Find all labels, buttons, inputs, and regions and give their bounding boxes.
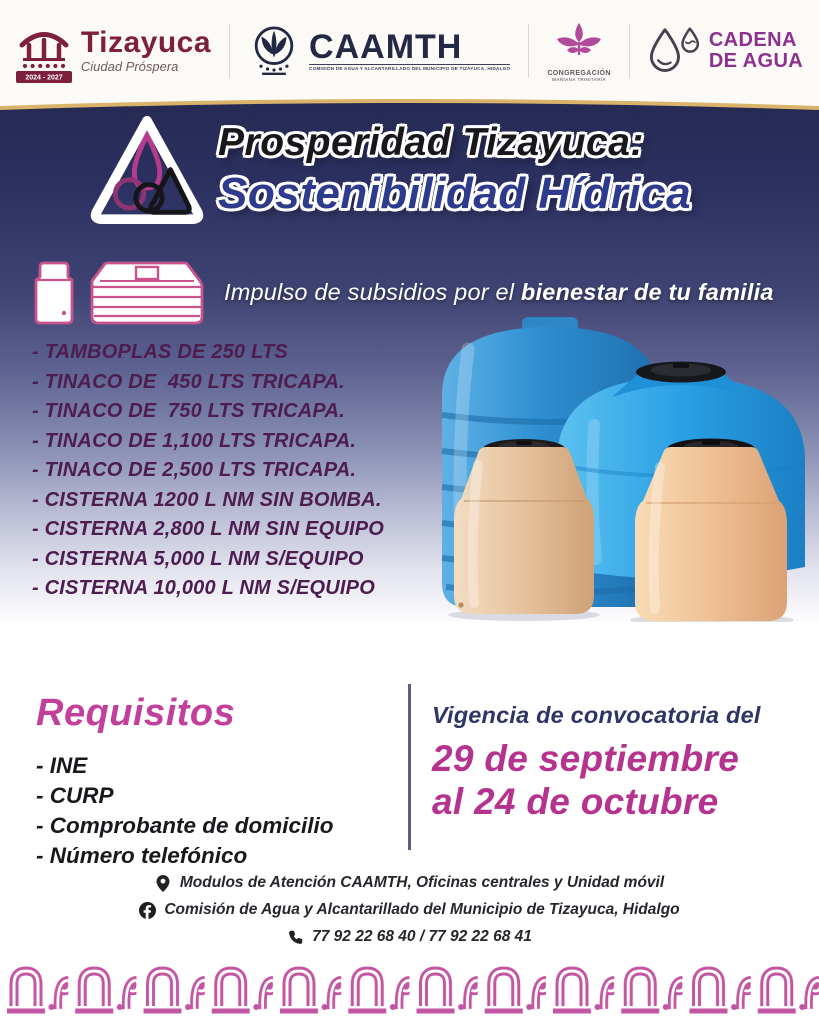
subtitle-text: [224, 279, 774, 306]
validity-intro: Vigencia de convocatoria del: [432, 702, 761, 728]
requirement-item: - CURP: [36, 783, 114, 808]
product-item: - TINACO DE 750 LTS TRICAPA.: [32, 400, 345, 422]
caamth-logo: [248, 22, 510, 81]
cadena-name-line2: DE AGUA: [708, 50, 804, 72]
flyer-title-line2: Sostenibilidad Hídrica: [218, 169, 692, 218]
gold-curve-divider: [0, 92, 819, 116]
cadena-de-agua-logo: [648, 26, 803, 77]
tizayuca-name: Tizayuca: [80, 26, 212, 59]
cmt-flower-icon: [553, 21, 605, 68]
caamth-name: CAAMTH: [309, 27, 463, 66]
title-block: [88, 114, 691, 226]
contact-footer: [0, 874, 819, 946]
header-logos: [0, 0, 819, 96]
vertical-divider: [408, 684, 411, 850]
phone-icon: [287, 929, 304, 946]
contact-facebook-text: Comisión de Agua y Alcantarillado del Municipio de Tizayuca, Hidalgo: [164, 901, 680, 918]
product-item: - CISTERNA 10,000 L NM S/EQUIPO: [32, 577, 375, 599]
water-drops-icon: [648, 26, 700, 77]
product-item: - CISTERNA 5,000 L NM S/EQUIPO: [32, 547, 364, 570]
requirements-list: [36, 751, 396, 871]
caamth-tagline: COMISIÓN DE AGUA Y ALCANTARILLADO DEL MUNICIPIO DE TIZAYUCA, HIDALGO: [309, 64, 510, 72]
contact-phones-text: 77 92 22 68 40 / 77 92 22 68 41: [312, 928, 532, 945]
product-item: - CISTERNA 1200 L NM SIN BOMBA.: [32, 488, 382, 511]
contact-facebook-row: [139, 901, 679, 919]
location-pin-icon: [155, 875, 172, 892]
cmt-name-line1: CONGREGACIÓN: [547, 69, 611, 77]
contact-location-row: [155, 874, 664, 892]
requirement-item: - Número telefónico: [36, 843, 248, 868]
validity-date-line2: al 24 de octubre: [432, 781, 719, 822]
tizayuca-tagline: Ciudad Próspera: [80, 59, 179, 74]
flyer-title-line1: Prosperidad Tizayuca:: [218, 121, 644, 164]
product-list: [32, 338, 384, 604]
header-divider: [229, 24, 230, 78]
product-item: - CISTERNA 2,800 L NM SIN EQUIPO: [32, 518, 385, 540]
validity-date-line1: 29 de septiembre: [432, 738, 740, 779]
facebook-icon: [139, 902, 156, 919]
cmt-name-line2: MARIANA TRINITARIA: [552, 76, 607, 82]
water-tanks-image: [394, 315, 819, 622]
contact-location-text: Modulos de Atención CAAMTH, Oficinas centrales y Unidad móvil: [179, 874, 665, 891]
validity-section: [432, 702, 797, 823]
cadena-name-line1: CADENA: [708, 29, 797, 51]
cisterna-outline-icon: [92, 263, 202, 323]
header-divider: [528, 24, 529, 78]
product-item: - TINACO DE 450 LTS TRICAPA.: [32, 370, 345, 393]
requirement-item: - Comprobante de domicilio: [36, 813, 334, 838]
caamth-emblem-icon: [248, 22, 300, 81]
beige-tank-large: [635, 439, 787, 622]
subtitle-bold: bienestar de tu familia: [520, 278, 774, 305]
requirement-item: - INE: [36, 753, 88, 778]
cmt-logo: [547, 21, 611, 82]
product-item: - TINACO DE 1,100 LTS TRICAPA.: [32, 429, 357, 452]
tank-outline-icons: [26, 255, 208, 329]
product-item: - TAMBOPLAS DE 250 LTS: [32, 341, 288, 363]
contact-phone-row: [287, 928, 532, 946]
header-divider: [629, 24, 630, 78]
requirements-section: [36, 692, 396, 871]
hero-section: [0, 92, 819, 622]
decorative-border: [0, 960, 819, 1024]
tizayuca-logo: [16, 18, 211, 84]
requirements-title: Requisitos: [36, 692, 236, 734]
product-item: - TINACO DE 2,500 LTS TRICAPA.: [32, 459, 357, 481]
beige-tank-small: [454, 439, 594, 614]
triangle-emblem-icon: [88, 114, 206, 226]
tizayuca-term: 2024 - 2027: [25, 74, 63, 82]
subtitle-regular: Impulso de subsidios por el: [224, 278, 521, 305]
tizayuca-arch-icon: [16, 18, 72, 84]
tambo-outline-icon: [36, 263, 72, 323]
